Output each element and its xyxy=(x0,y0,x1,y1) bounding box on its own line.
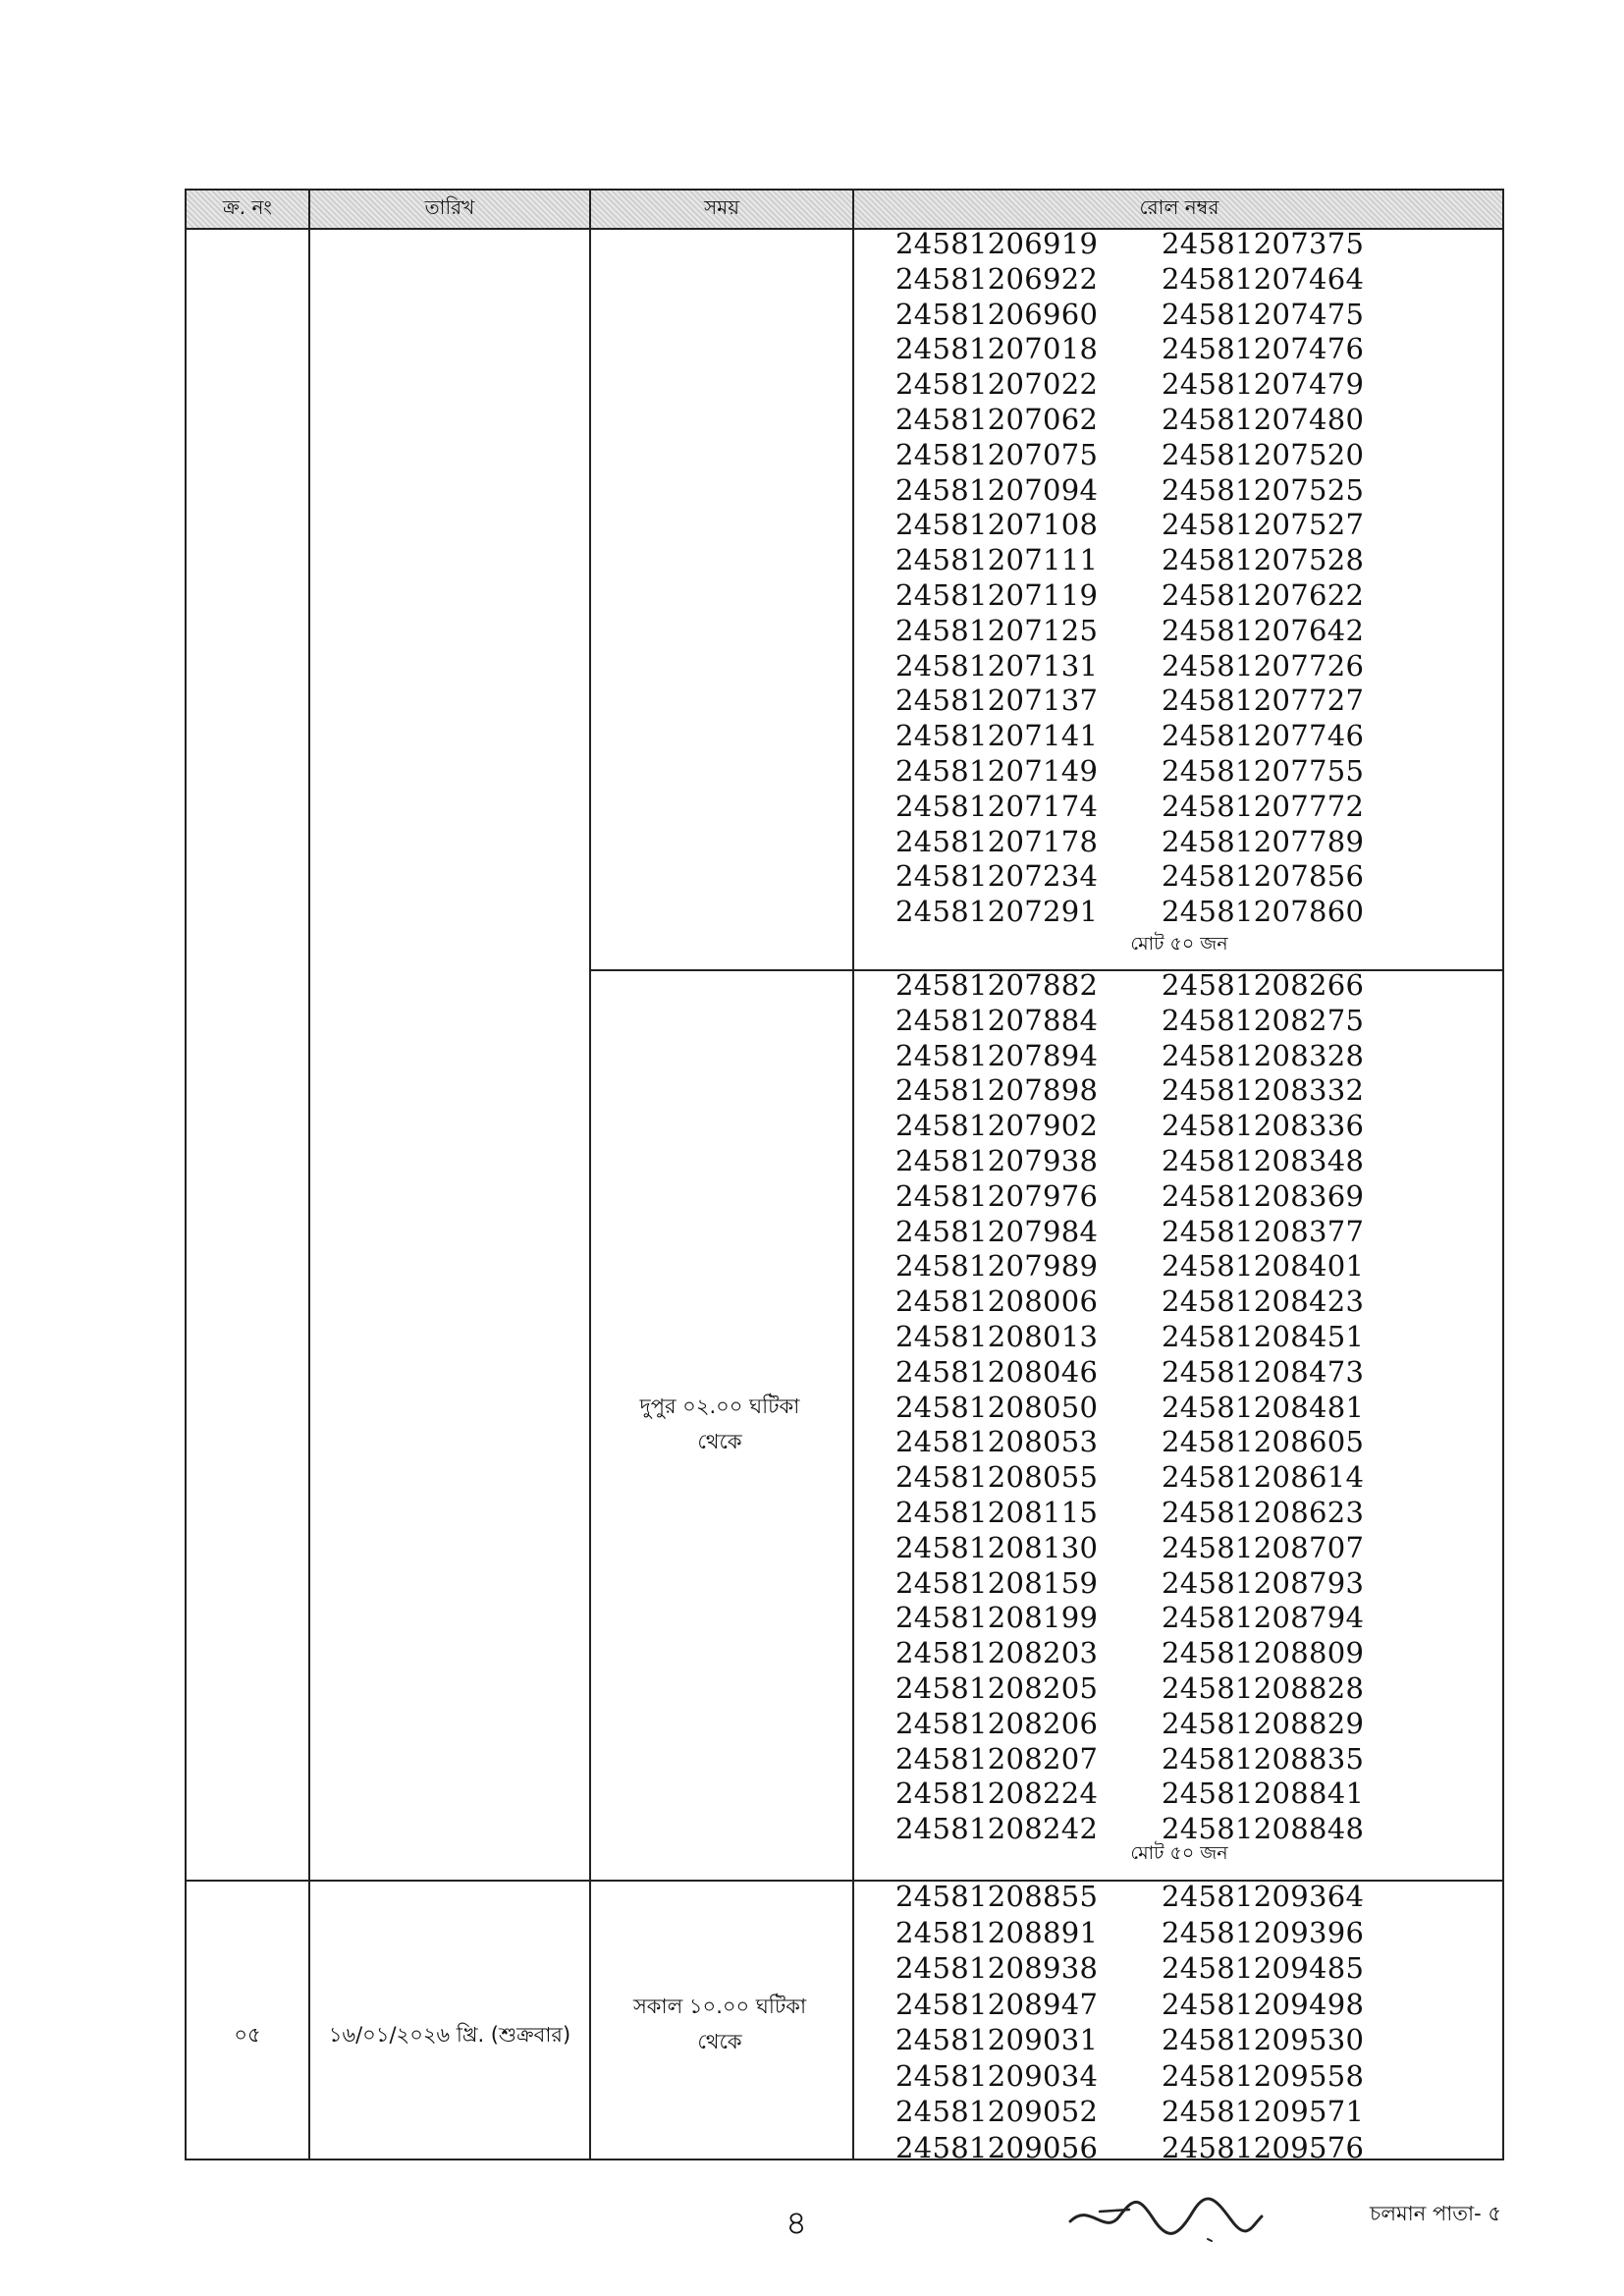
roll-number: 24581208473 xyxy=(1162,1354,1365,1389)
roll-number: 24581208829 xyxy=(1162,1706,1365,1740)
roll-number: 24581207525 xyxy=(1162,472,1365,507)
roll-number: 24581209485 xyxy=(1162,1951,1365,1985)
block3-time-line1: সকাল ১০.০০ ঘটিকা xyxy=(632,1995,807,2018)
roll-number: 24581207984 xyxy=(895,1214,1099,1248)
block3-time-line2: থেকে xyxy=(697,2030,742,2053)
roll-number: 24581207902 xyxy=(895,1109,1099,1143)
roll-number: 24581208224 xyxy=(895,1777,1099,1811)
roll-number: 24581209031 xyxy=(895,2023,1099,2056)
roll-number: 24581207119 xyxy=(895,578,1099,612)
roll-number: 24581208369 xyxy=(1162,1178,1365,1213)
roll-number: 24581207622 xyxy=(1162,578,1365,612)
block2-total: মোট ৫০ জন xyxy=(1130,1842,1228,1864)
roll-number: 24581206919 xyxy=(895,227,1099,260)
roll-number: 24581207882 xyxy=(895,968,1099,1002)
block2-time xyxy=(589,1389,850,1459)
roll-number: 24581208348 xyxy=(1162,1144,1365,1177)
roll-number: 24581207062 xyxy=(895,403,1099,436)
roll-number: 24581208793 xyxy=(1162,1565,1365,1600)
roll-number: 24581207856 xyxy=(1162,859,1365,894)
roll-number: 24581207527 xyxy=(1162,508,1365,542)
roll-number: 24581209571 xyxy=(1162,2095,1365,2128)
column-divider xyxy=(589,191,591,2159)
roll-number: 24581209052 xyxy=(895,2095,1099,2128)
roll-number: 24581207022 xyxy=(895,367,1099,402)
header-time: সময় xyxy=(703,194,740,219)
roll-number: 24581208377 xyxy=(1162,1214,1365,1248)
block3-date: ১৬/০১/২০২৬ খ্রি. (শুক্রবার) xyxy=(328,2023,571,2047)
roll-number: 24581208159 xyxy=(895,1565,1099,1600)
roll-number: 24581207075 xyxy=(895,437,1099,471)
roll-number: 24581207898 xyxy=(895,1073,1099,1108)
roll-number: 24581207375 xyxy=(1162,227,1365,260)
roll-number: 24581206960 xyxy=(895,297,1099,331)
roll-number: 24581207789 xyxy=(1162,824,1365,858)
roll-number: 24581208623 xyxy=(1162,1496,1365,1529)
roll-number: 24581209034 xyxy=(895,2058,1099,2093)
page-number: ৪ xyxy=(785,2204,808,2243)
roll-number: 24581208053 xyxy=(895,1425,1099,1459)
roll-number: 24581208242 xyxy=(895,1812,1099,1846)
roll-number: 24581208055 xyxy=(895,1460,1099,1495)
roll-number: 24581207884 xyxy=(895,1003,1099,1037)
roll-number: 24581209396 xyxy=(1162,1915,1365,1949)
roll-number: 24581208605 xyxy=(1162,1425,1365,1459)
column-divider xyxy=(308,191,310,2159)
roll-number: 24581207528 xyxy=(1162,543,1365,577)
roll-number: 24581207475 xyxy=(1162,297,1365,331)
header-date: তারিখ xyxy=(424,194,475,219)
roll-number: 24581207111 xyxy=(895,543,1099,577)
roll-number: 24581208205 xyxy=(895,1671,1099,1705)
roll-number: 24581208266 xyxy=(1162,968,1365,1002)
roll-number: 24581208809 xyxy=(1162,1636,1365,1670)
roll-number: 24581209530 xyxy=(1162,2023,1365,2056)
roll-number: 24581207938 xyxy=(895,1144,1099,1177)
roll-number: 24581207108 xyxy=(895,508,1099,542)
roll-number: 24581208891 xyxy=(895,1915,1099,1949)
roll-number: 24581208046 xyxy=(895,1354,1099,1389)
roll-number: 24581208275 xyxy=(1162,1003,1365,1037)
roll-number: 24581208938 xyxy=(895,1951,1099,1985)
roll-number: 24581207149 xyxy=(895,754,1099,788)
block3-time xyxy=(589,1989,850,2059)
roll-number: 24581208013 xyxy=(895,1320,1099,1353)
roll-number: 24581208050 xyxy=(895,1390,1099,1424)
roll-number: 24581208855 xyxy=(895,1880,1099,1913)
block2-time-line2: থেকে xyxy=(697,1430,742,1453)
header-roll: রোল নম্বর xyxy=(1139,194,1219,219)
roll-number: 24581208794 xyxy=(1162,1601,1365,1635)
roll-number: 24581208848 xyxy=(1162,1812,1365,1846)
roll-number: 24581207291 xyxy=(895,895,1099,929)
roll-number: 24581207642 xyxy=(1162,613,1365,647)
roll-number: 24581207476 xyxy=(1162,332,1365,366)
roll-number: 24581207480 xyxy=(1162,403,1365,436)
roll-number: 24581207137 xyxy=(895,683,1099,718)
roll-number: 24581208332 xyxy=(1162,1073,1365,1108)
roll-number: 24581208207 xyxy=(895,1741,1099,1776)
roll-number: 24581208328 xyxy=(1162,1038,1365,1072)
roll-number: 24581207178 xyxy=(895,824,1099,858)
roll-number: 24581208835 xyxy=(1162,1741,1365,1776)
roll-number: 24581209364 xyxy=(1162,1880,1365,1913)
table-header xyxy=(187,191,1502,230)
roll-number: 24581208206 xyxy=(895,1706,1099,1740)
roll-number: 24581207746 xyxy=(1162,719,1365,753)
roll-number: 24581207772 xyxy=(1162,789,1365,823)
roll-number: 24581209056 xyxy=(895,2130,1099,2164)
roll-number: 24581206922 xyxy=(895,261,1099,296)
roll-number: 24581208707 xyxy=(1162,1530,1365,1564)
roll-number: 24581208828 xyxy=(1162,1671,1365,1705)
roll-number: 24581207726 xyxy=(1162,648,1365,683)
roll-number: 24581208401 xyxy=(1162,1249,1365,1284)
roll-number: 24581207094 xyxy=(895,472,1099,507)
signature xyxy=(1060,2182,1267,2255)
roll-number: 24581208115 xyxy=(895,1496,1099,1529)
roll-number: 24581208203 xyxy=(895,1636,1099,1670)
block2-time-line1: দুপুর ০২.০০ ঘটিকা xyxy=(639,1394,800,1418)
roll-number: 24581207894 xyxy=(895,1038,1099,1072)
roll-number: 24581207174 xyxy=(895,789,1099,823)
roll-number: 24581207989 xyxy=(895,1249,1099,1284)
block3-serial: ০৫ xyxy=(234,2023,261,2047)
roll-number: 24581207464 xyxy=(1162,261,1365,296)
roll-number: 24581209558 xyxy=(1162,2058,1365,2093)
roll-number: 24581209498 xyxy=(1162,1987,1365,2021)
roll-number: 24581208336 xyxy=(1162,1109,1365,1143)
roll-number: 24581207234 xyxy=(895,859,1099,894)
roll-number: 24581208947 xyxy=(895,1987,1099,2021)
roll-number: 24581209576 xyxy=(1162,2130,1365,2164)
roll-number: 24581208481 xyxy=(1162,1390,1365,1424)
roll-number: 24581207860 xyxy=(1162,895,1365,929)
roll-number: 24581207727 xyxy=(1162,683,1365,718)
roll-number: 24581208130 xyxy=(895,1530,1099,1564)
roll-number: 24581207976 xyxy=(895,1178,1099,1213)
roll-number: 24581207479 xyxy=(1162,367,1365,402)
roll-number: 24581208423 xyxy=(1162,1285,1365,1319)
block1-total: মোট ৫০ জন xyxy=(1130,933,1228,955)
roll-number: 24581208006 xyxy=(895,1285,1099,1319)
running-page-label: চলমান পাতা- ৫ xyxy=(1370,2202,1502,2225)
roll-number: 24581208841 xyxy=(1162,1777,1365,1811)
roll-number: 24581207141 xyxy=(895,719,1099,753)
roll-number: 24581207125 xyxy=(895,613,1099,647)
roll-number: 24581207755 xyxy=(1162,754,1365,788)
roll-number: 24581208614 xyxy=(1162,1460,1365,1495)
roll-number: 24581208199 xyxy=(895,1601,1099,1635)
roll-number: 24581207018 xyxy=(895,332,1099,366)
roll-number: 24581207131 xyxy=(895,648,1099,683)
roll-number: 24581208451 xyxy=(1162,1320,1365,1353)
roll-number: 24581207520 xyxy=(1162,437,1365,471)
header-serial: ক্র. নং xyxy=(223,194,272,219)
